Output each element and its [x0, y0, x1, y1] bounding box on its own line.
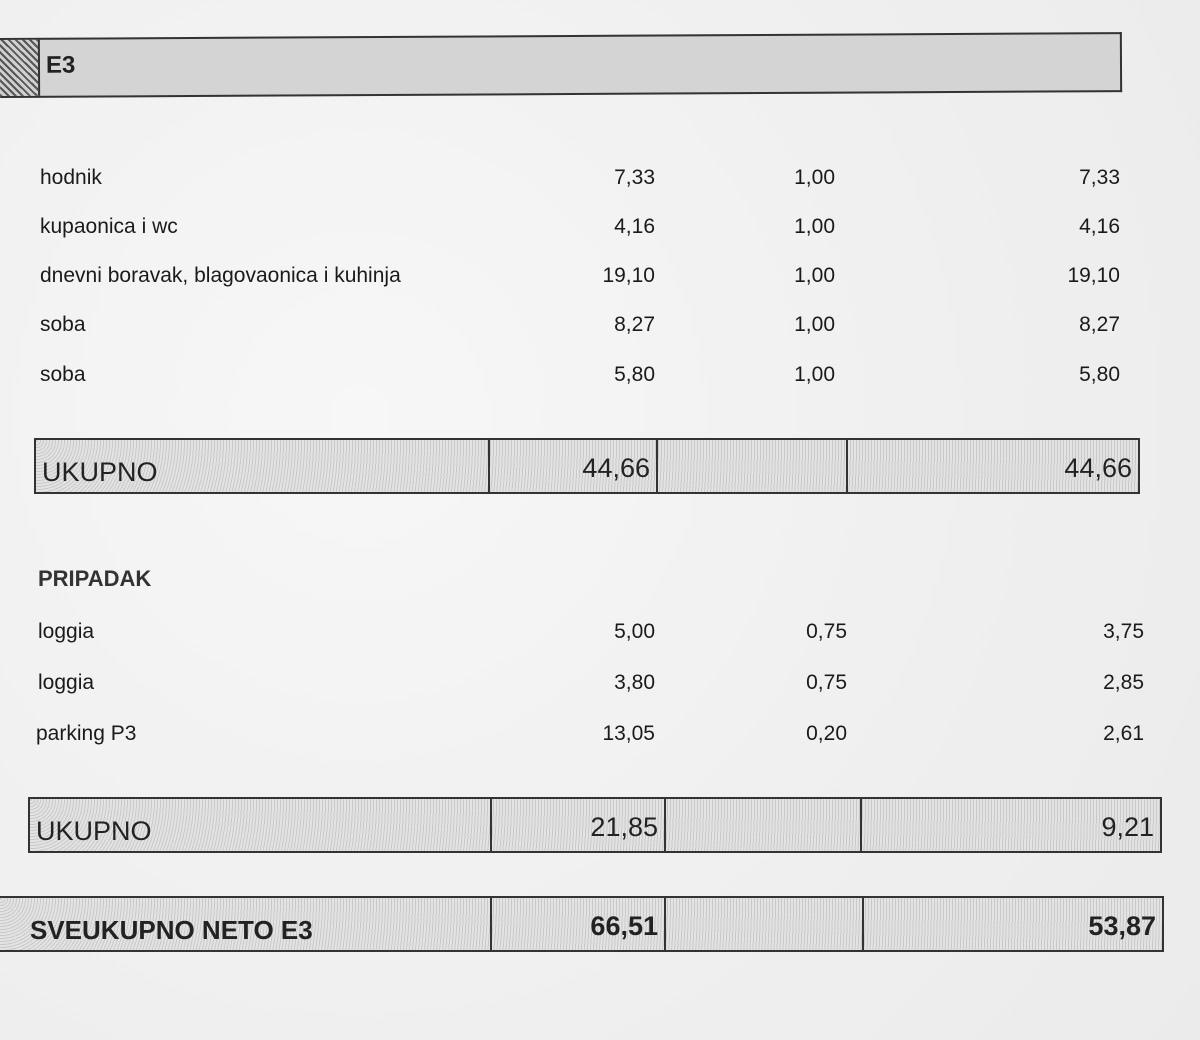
table-row [0, 307, 1200, 347]
room-total: 5,80 [1079, 363, 1120, 386]
room-total: 7,33 [1079, 166, 1120, 189]
room-total: 4,16 [1079, 215, 1120, 238]
room-area: 19,10 [602, 264, 655, 287]
room-name: hodnik [40, 166, 102, 189]
table-row [0, 614, 1200, 654]
total-coef-cell [656, 440, 848, 492]
room-area: 4,16 [614, 215, 655, 238]
grand-total-label: SVEUKUPNO NETO E3 [30, 915, 313, 945]
table-row [0, 258, 1200, 298]
total-area-cell [490, 799, 666, 851]
item-area: 3,80 [614, 671, 655, 694]
rooms-total-box [34, 438, 1140, 494]
total-sum: 9,21 [1101, 812, 1154, 842]
total-label: UKUPNO [42, 457, 158, 487]
grand-total-box [0, 896, 1164, 952]
grand-total-sum-cell [862, 898, 1162, 950]
item-total: 2,85 [1103, 671, 1144, 694]
total-sum-cell [846, 440, 1138, 492]
item-name: parking P3 [36, 722, 137, 745]
item-coefficient: 0,75 [806, 671, 847, 694]
total-area: 21,85 [590, 812, 658, 842]
room-name: soba [40, 313, 86, 336]
room-total: 8,27 [1079, 313, 1120, 336]
total-coef-cell [664, 799, 862, 851]
total-label-cell [30, 799, 492, 851]
item-name: loggia [38, 671, 95, 694]
room-coefficient: 1,00 [794, 264, 835, 287]
room-coefficient: 1,00 [794, 313, 835, 336]
room-area: 5,80 [614, 363, 655, 386]
item-coefficient: 0,75 [806, 620, 847, 643]
total-sum: 44,66 [1064, 453, 1132, 483]
hatch-pattern [0, 40, 40, 96]
room-coefficient: 1,00 [794, 363, 835, 386]
unit-code: E3 [45, 51, 76, 79]
item-name: loggia [38, 620, 95, 643]
room-name: dnevni boravak, blagovaonica i kuhinja [40, 264, 401, 287]
grand-total-area: 66,51 [590, 911, 658, 941]
table-row [0, 209, 1200, 249]
appurtenance-total-box [28, 797, 1162, 853]
room-coefficient: 1,00 [794, 215, 835, 238]
item-total: 2,61 [1103, 722, 1144, 745]
room-area: 8,27 [614, 313, 655, 336]
grand-total-coef-cell [664, 898, 864, 950]
item-coefficient: 0,20 [806, 722, 847, 745]
total-sum-cell [860, 799, 1160, 851]
item-total: 3,75 [1103, 620, 1144, 643]
grand-total-sum: 53,87 [1088, 911, 1156, 941]
table-row [0, 716, 1200, 756]
room-name: kupaonica i wc [40, 215, 178, 238]
room-coefficient: 1,00 [794, 166, 835, 189]
item-area: 13,05 [602, 722, 655, 745]
item-area: 5,00 [614, 620, 655, 643]
grand-total-label-cell [0, 898, 492, 950]
table-row [0, 357, 1200, 397]
total-area-cell [488, 440, 658, 492]
total-label: UKUPNO [36, 816, 152, 846]
total-label-cell [36, 440, 490, 492]
unit-header-band [0, 32, 1122, 98]
grand-total-area-cell [490, 898, 666, 950]
room-total: 19,10 [1067, 264, 1120, 287]
section-title: PRIPADAK [38, 566, 152, 591]
total-area: 44,66 [582, 453, 650, 483]
room-name: soba [40, 363, 86, 386]
table-row [0, 160, 1200, 200]
table-row [0, 665, 1200, 705]
room-area: 7,33 [614, 166, 655, 189]
